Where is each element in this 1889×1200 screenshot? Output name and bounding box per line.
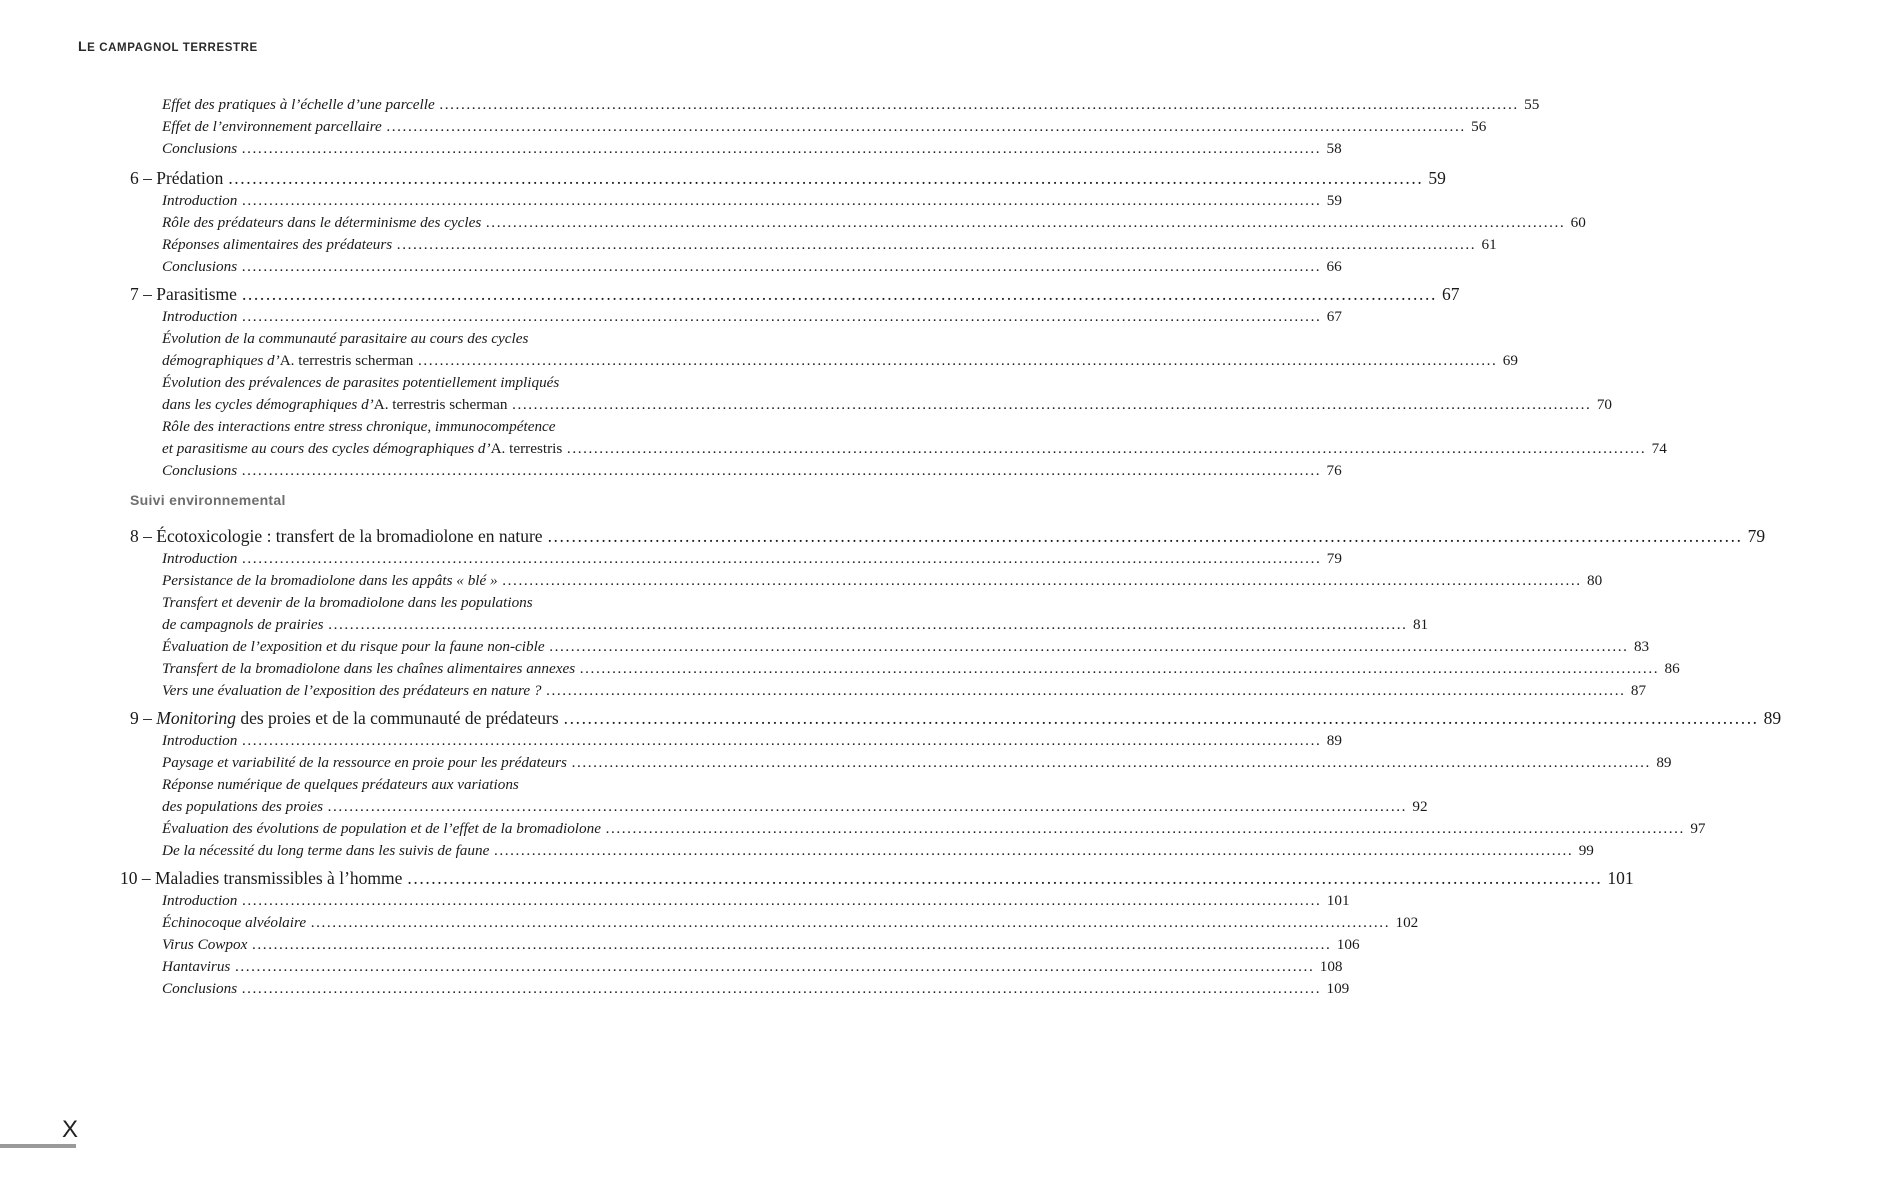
dot-leader: ........................................................................................................................................................................................................ (512, 396, 1592, 413)
dot-leader: ........................................................................................................................................................................................................ (328, 616, 1408, 633)
toc-entry-line: Réponse numérique de quelques prédateurs aux variations (162, 776, 519, 793)
toc-entry-line: Évolution des prévalences de parasites potentiellement impliqués (162, 374, 560, 391)
dot-leader: ........................................................................................................................................................................................................ (486, 214, 1566, 231)
dot-leader: ........................................................................................................................................................................................................ (242, 892, 1322, 909)
toc-chapter[interactable]: 9 – Monitoring des proies et de la communauté de prédateurs ........................................................................................................................................................................................................ 89 (130, 708, 1782, 728)
toc-chapter[interactable]: 7 – Parasitisme ........................................................................................................................................................................................................ 67 (130, 284, 1460, 304)
dot-leader: ........................................................................................................................................................................................................ (242, 732, 1322, 749)
dot-leader: ........................................................................................................................................................................................................ (386, 118, 1467, 135)
toc-entry[interactable]: Évaluation des évolutions de population et de l’effet de la bromadiolone ........................................................................................................................................................................................................ 97 (162, 820, 1706, 837)
toc-entry[interactable]: Hantavirus ........................................................................................................................................................................................................ 108 (162, 958, 1343, 975)
toc-entry[interactable]: Introduction ........................................................................................................................................................................................................ 101 (162, 892, 1350, 909)
toc-entry[interactable]: Évaluation de l’exposition et du risque pour la faune non-cible ........................................................................................................................................................................................................ 83 (162, 638, 1650, 655)
page-number: X (62, 1116, 79, 1143)
dot-leader: ........................................................................................................................................................................................................ (407, 868, 1603, 888)
dot-leader: ........................................................................................................................................................................................................ (571, 754, 1652, 771)
toc-chapter[interactable]: 8 – Écotoxicologie : transfert de la bromadiolone en nature ........................................................................................................................................................................................................ 79 (130, 526, 1766, 546)
dot-leader: ........................................................................................................................................................................................................ (418, 352, 1498, 369)
toc-entry[interactable]: démographiques d’A. terrestris scherman ........................................................................................................................................................................................................ 69 (162, 352, 1518, 369)
dot-leader: ........................................................................................................................................................................................................ (549, 638, 1629, 655)
dot-leader: ........................................................................................................................................................................................................ (605, 820, 1686, 837)
toc-entry[interactable]: Conclusions ........................................................................................................................................................................................................ 109 (162, 980, 1350, 997)
toc-entry[interactable]: des populations des proies ........................................................................................................................................................................................................ 92 (162, 798, 1428, 815)
dot-leader: ........................................................................................................................................................................................................ (235, 958, 1315, 975)
dot-leader: ........................................................................................................................................................................................................ (252, 936, 1332, 953)
dot-leader: ........................................................................................................................................................................................................ (242, 140, 1322, 157)
toc-entry-line: Rôle des interactions entre stress chronique, immunocompétence (162, 418, 556, 435)
dot-leader: ........................................................................................................................................................................................................ (242, 308, 1322, 325)
dot-leader: ........................................................................................................................................................................................................ (242, 550, 1322, 567)
dot-leader: ........................................................................................................................................................................................................ (563, 708, 1759, 728)
dot-leader: ........................................................................................................................................................................................................ (580, 660, 1660, 677)
toc-entry[interactable]: Réponses alimentaires des prédateurs ........................................................................................................................................................................................................ 61 (162, 236, 1497, 253)
dot-leader: ........................................................................................................................................................................................................ (241, 284, 1437, 304)
dot-leader: ........................................................................................................................................................................................................ (567, 440, 1647, 457)
dot-leader: ........................................................................................................................................................................................................ (502, 572, 1583, 589)
toc-entry[interactable]: Introduction ........................................................................................................................................................................................................ 67 (162, 308, 1342, 325)
dot-leader: ........................................................................................................................................................................................................ (397, 236, 1477, 253)
toc-entry[interactable]: et parasitisme au cours des cycles démographiques d’A. terrestris ........................................................................................................................................................................................................ 74 (162, 440, 1667, 457)
toc-entry-line: Transfert et devenir de la bromadiolone dans les populations (162, 594, 533, 611)
dot-leader: ........................................................................................................................................................................................................ (328, 798, 1408, 815)
dot-leader: ........................................................................................................................................................................................................ (242, 462, 1322, 479)
toc-entry[interactable]: Conclusions ........................................................................................................................................................................................................ 58 (162, 140, 1342, 157)
toc-entry[interactable]: Persistance de la bromadiolone dans les appâts « blé » ........................................................................................................................................................................................................ 80 (162, 572, 1603, 589)
toc-entry[interactable]: De la nécessité du long terme dans les suivis de faune ........................................................................................................................................................................................................ 99 (162, 842, 1594, 859)
dot-leader: ........................................................................................................................................................................................................ (547, 526, 1743, 546)
toc-chapter[interactable]: 6 – Prédation ........................................................................................................................................................................................................ 59 (130, 168, 1446, 188)
dot-leader: ........................................................................................................................................................................................................ (439, 96, 1520, 113)
dot-leader: ........................................................................................................................................................................................................ (494, 842, 1574, 859)
toc-entry-line: Évolution de la communauté parasitaire au cours des cycles (162, 330, 529, 347)
dot-leader: ........................................................................................................................................................................................................ (546, 682, 1626, 699)
toc-entry[interactable]: Virus Cowpox ........................................................................................................................................................................................................ 106 (162, 936, 1360, 953)
toc-entry[interactable]: Introduction ........................................................................................................................................................................................................ 59 (162, 192, 1342, 209)
toc-entry[interactable]: Paysage et variabilité de la ressource en proie pour les prédateurs ........................................................................................................................................................................................................ 89 (162, 754, 1672, 771)
folio-bar (0, 1144, 76, 1148)
toc-entry[interactable]: Vers une évaluation de l’exposition des prédateurs en nature ? ........................................................................................................................................................................................................ 87 (162, 682, 1647, 699)
running-header: LE CAMPAGNOL TERRESTRE (78, 38, 258, 54)
toc-entry[interactable]: Introduction ........................................................................................................................................................................................................ 79 (162, 550, 1342, 567)
dot-leader: ........................................................................................................................................................................................................ (242, 980, 1322, 997)
toc-entry[interactable]: Conclusions ........................................................................................................................................................................................................ 66 (162, 258, 1342, 275)
toc-entry[interactable]: Introduction ........................................................................................................................................................................................................ 89 (162, 732, 1342, 749)
toc-entry[interactable]: dans les cycles démographiques d’A. terrestris scherman ........................................................................................................................................................................................................ 70 (162, 396, 1612, 413)
toc-entry[interactable]: Échinocoque alvéolaire ........................................................................................................................................................................................................ 102 (162, 914, 1419, 931)
dot-leader: ........................................................................................................................................................................................................ (242, 192, 1322, 209)
dot-leader: ........................................................................................................................................................................................................ (242, 258, 1322, 275)
toc-entry[interactable]: Rôle des prédateurs dans le déterminisme des cycles ........................................................................................................................................................................................................ 60 (162, 214, 1586, 231)
toc-entry[interactable]: de campagnols de prairies ........................................................................................................................................................................................................ 81 (162, 616, 1429, 633)
section-heading: Suivi environnemental (130, 492, 286, 508)
dot-leader: ........................................................................................................................................................................................................ (228, 168, 1424, 188)
toc-chapter[interactable]: 10 – Maladies transmissibles à l’homme ........................................................................................................................................................................................................ 101 (120, 868, 1634, 888)
toc-entry[interactable]: Transfert de la bromadiolone dans les chaînes alimentaires annexes ........................................................................................................................................................................................................ 86 (162, 660, 1680, 677)
toc-entry[interactable]: Effet des pratiques à l’échelle d’une parcelle ........................................................................................................................................................................................................ 55 (162, 96, 1540, 113)
toc-entry[interactable]: Conclusions ........................................................................................................................................................................................................ 76 (162, 462, 1342, 479)
dot-leader: ........................................................................................................................................................................................................ (311, 914, 1391, 931)
toc-entry[interactable]: Effet de l’environnement parcellaire ........................................................................................................................................................................................................ 56 (162, 118, 1487, 135)
